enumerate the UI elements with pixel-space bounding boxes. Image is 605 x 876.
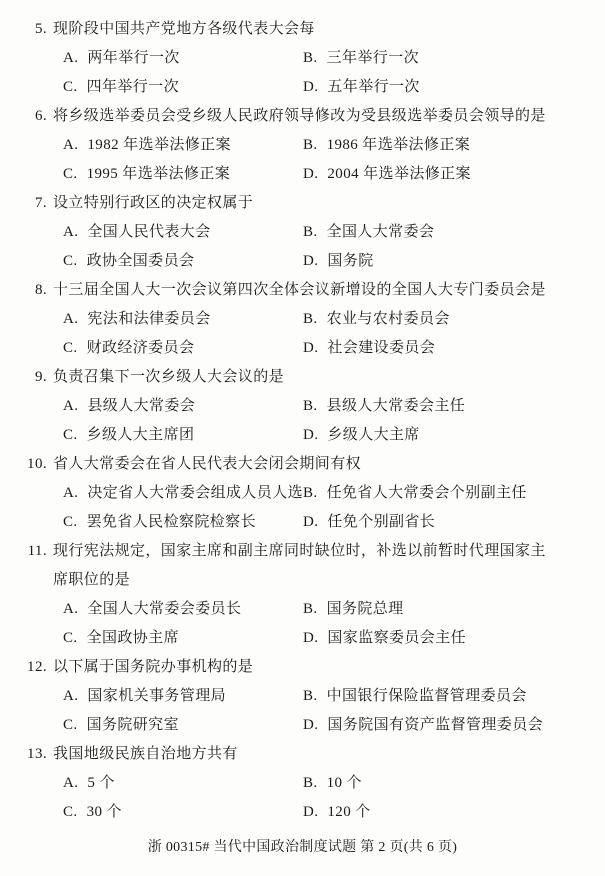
answer-option [303, 392, 605, 421]
answer-option [303, 44, 605, 73]
option-letter: B. [303, 601, 318, 617]
question-number: 5. [34, 21, 47, 37]
option-letter: D. [303, 717, 319, 733]
answer-option [303, 131, 605, 160]
option-text: 四年举行一次 [86, 79, 179, 95]
answer-option [63, 711, 303, 740]
question-options [0, 218, 605, 276]
question-options [0, 392, 605, 450]
question-stem: 以下属于国务院办事机构的是 [53, 659, 254, 675]
question-options [0, 131, 605, 189]
option-letter: D. [303, 166, 319, 182]
answer-option [63, 392, 303, 421]
option-text: 1982 年选举法修正案 [87, 137, 231, 153]
option-text: 政协全国委员会 [86, 253, 195, 269]
option-text: 三年举行一次 [326, 50, 419, 66]
answer-option [303, 798, 605, 827]
answer-option [303, 160, 605, 189]
answer-option [63, 624, 303, 653]
answer-option [63, 218, 303, 247]
question-block [0, 363, 605, 450]
answer-option [303, 334, 605, 363]
question-options [0, 305, 605, 363]
option-letter: B. [303, 398, 318, 414]
question-stem-row [0, 363, 605, 392]
question-block [0, 653, 605, 740]
question-stem: 现行宪法规定，国家主席和副主席同时缺位时，补选以前暂时代理国家主席职位的是 [53, 543, 546, 588]
option-letter: B. [303, 775, 318, 791]
question-options [0, 595, 605, 653]
option-text: 两年举行一次 [87, 50, 180, 66]
question-number: 8. [34, 282, 47, 298]
option-letter: D. [303, 427, 319, 443]
option-letter: D. [303, 514, 319, 530]
option-text: 决定省人大常委会组成人员人选 [87, 485, 303, 501]
answer-option [303, 682, 605, 711]
option-text: 全国人大常委会 [326, 224, 435, 240]
question-stem-row [0, 653, 605, 682]
question-stem-row [0, 450, 605, 479]
question-number: 11. [27, 543, 47, 559]
question-number: 7. [34, 195, 47, 211]
option-text: 全国政协主席 [86, 630, 179, 646]
option-text: 5 个 [87, 775, 115, 791]
option-text: 五年举行一次 [327, 79, 420, 95]
page-footer [0, 833, 605, 862]
option-text: 10 个 [326, 775, 362, 791]
option-text: 中国银行保险监督管理委员会 [326, 688, 527, 704]
answer-option [63, 73, 303, 102]
question-stem-row [0, 537, 605, 595]
option-letter: D. [303, 340, 319, 356]
answer-option [303, 711, 605, 740]
option-letter: C. [63, 717, 78, 733]
question-stem-row [0, 276, 605, 305]
option-letter: A. [63, 688, 79, 704]
question-block [0, 102, 605, 189]
question-number: 6. [34, 108, 47, 124]
answer-option [303, 73, 605, 102]
question-stem-row [0, 15, 605, 44]
option-text: 国务院国有资产监督管理委员会 [327, 717, 543, 733]
answer-option [63, 305, 303, 334]
option-text: 乡级人大主席团 [86, 427, 195, 443]
answer-option [63, 247, 303, 276]
question-options [0, 682, 605, 740]
option-letter: A. [63, 485, 79, 501]
option-text: 1995 年选举法修正案 [86, 166, 231, 182]
option-text: 2004 年选举法修正案 [327, 166, 471, 182]
question-stem-row [0, 102, 605, 131]
option-text: 国务院总理 [326, 601, 404, 617]
answer-option [303, 508, 605, 537]
option-letter: B. [303, 224, 318, 240]
answer-option [63, 595, 303, 624]
question-block [0, 740, 605, 827]
answer-option [63, 798, 303, 827]
option-letter: A. [63, 224, 79, 240]
answer-option [63, 334, 303, 363]
option-text: 乡级人大主席 [327, 427, 420, 443]
answer-option [63, 421, 303, 450]
option-text: 国务院研究室 [86, 717, 179, 733]
answer-option [303, 769, 605, 798]
question-options [0, 769, 605, 827]
question-options [0, 44, 605, 102]
answer-option [303, 624, 605, 653]
question-block [0, 15, 605, 102]
option-text: 国家监察委员会主任 [327, 630, 466, 646]
option-text: 宪法和法律委员会 [87, 311, 211, 327]
option-text: 罢免省人民检察院检察长 [86, 514, 256, 530]
option-letter: D. [303, 630, 319, 646]
answer-option [63, 682, 303, 711]
option-text: 农业与农村委员会 [326, 311, 450, 327]
option-letter: D. [303, 804, 319, 820]
question-stem: 将乡级选举委员会受乡级人民政府领导修改为受县级选举委员会领导的是 [53, 108, 546, 124]
option-letter: B. [303, 688, 318, 704]
question-stem: 我国地级民族自治地方共有 [53, 746, 238, 762]
option-text: 任免省人大常委会个别副主任 [326, 485, 527, 501]
question-stem: 负责召集下一次乡级人大会议的是 [53, 369, 285, 385]
option-letter: C. [63, 166, 78, 182]
option-text: 任免个别副省长 [327, 514, 436, 530]
option-text: 县级人大常委会 [87, 398, 196, 414]
option-letter: C. [63, 340, 78, 356]
option-letter: D. [303, 253, 319, 269]
option-letter: A. [63, 398, 79, 414]
option-letter: B. [303, 311, 318, 327]
option-letter: D. [303, 79, 319, 95]
question-list [0, 15, 605, 827]
option-letter: C. [63, 630, 78, 646]
question-stem: 设立特别行政区的决定权属于 [53, 195, 254, 211]
question-number: 12. [27, 659, 47, 675]
answer-option [63, 44, 303, 73]
answer-option [303, 218, 605, 247]
option-text: 国务院 [327, 253, 374, 269]
answer-option [303, 421, 605, 450]
question-block [0, 189, 605, 276]
question-number: 9. [34, 369, 47, 385]
option-letter: B. [303, 137, 318, 153]
question-block [0, 450, 605, 537]
question-stem-row [0, 740, 605, 769]
option-text: 30 个 [86, 804, 122, 820]
option-text: 120 个 [327, 804, 371, 820]
question-block [0, 537, 605, 653]
question-number: 13. [27, 746, 47, 762]
answer-option [63, 160, 303, 189]
answer-option [303, 479, 605, 508]
option-text: 全国人大常委会委员长 [87, 601, 242, 617]
answer-option [303, 305, 605, 334]
answer-option [63, 508, 303, 537]
question-block [0, 276, 605, 363]
answer-option [63, 131, 303, 160]
option-letter: C. [63, 427, 78, 443]
option-text: 国家机关事务管理局 [87, 688, 226, 704]
option-letter: C. [63, 79, 78, 95]
option-letter: C. [63, 253, 78, 269]
option-letter: A. [63, 50, 79, 66]
option-text: 县级人大常委会主任 [326, 398, 466, 414]
option-text: 1986 年选举法修正案 [326, 137, 471, 153]
question-stem: 现阶段中国共产党地方各级代表大会每 [53, 21, 315, 37]
question-stem: 省人大常委会在省人民代表大会闭会期间有权 [53, 456, 362, 472]
answer-option [303, 247, 605, 276]
option-letter: A. [63, 775, 79, 791]
option-letter: C. [63, 804, 78, 820]
question-stem: 十三届全国人大一次会议第四次全体会议新增设的全国人大专门委员会是 [53, 282, 546, 298]
answer-option [303, 595, 605, 624]
question-stem-row [0, 189, 605, 218]
question-options [0, 479, 605, 537]
question-number: 10. [27, 456, 47, 472]
answer-option [63, 769, 303, 798]
answer-option [63, 479, 303, 508]
option-text: 全国人民代表大会 [87, 224, 211, 240]
footer-text: 浙 00315# 当代中国政治制度试题 第 2 页(共 6 页) [147, 840, 458, 855]
option-text: 财政经济委员会 [86, 340, 195, 356]
option-letter: B. [303, 485, 318, 501]
option-letter: B. [303, 50, 318, 66]
option-letter: C. [63, 514, 78, 530]
option-letter: A. [63, 601, 79, 617]
option-letter: A. [63, 311, 79, 327]
option-text: 社会建设委员会 [327, 340, 436, 356]
option-letter: A. [63, 137, 79, 153]
